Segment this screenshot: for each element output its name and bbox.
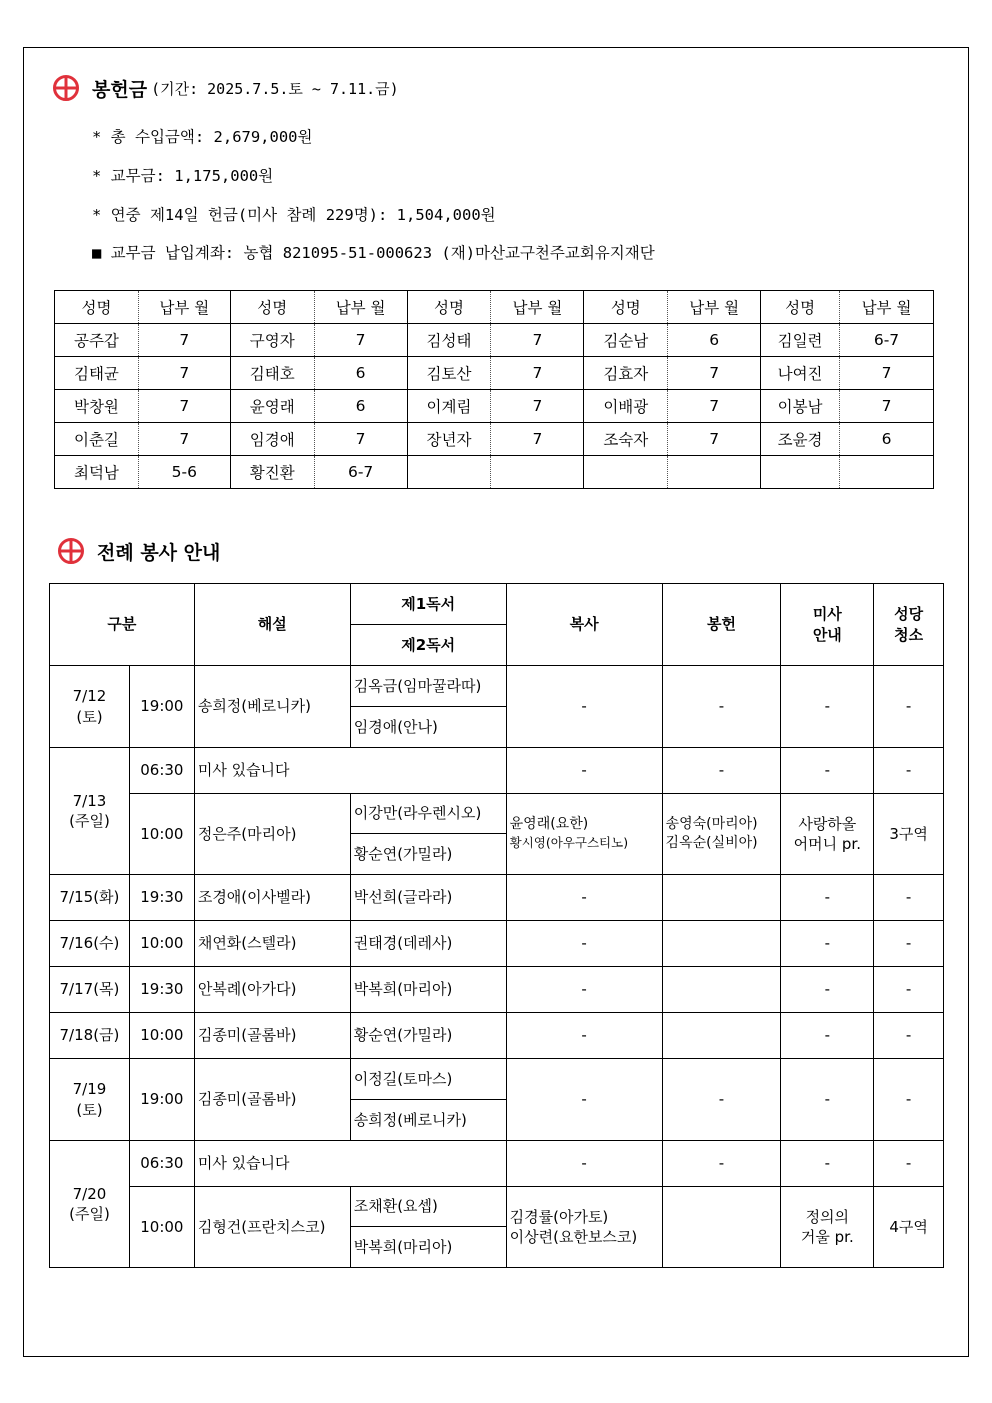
- offering-cell: -: [662, 748, 781, 794]
- time-cell: 19:30: [129, 875, 194, 921]
- member-name-cell: 임경애: [230, 423, 314, 456]
- date-cell: 7/16(수): [50, 921, 130, 967]
- reader2-cell: 송희정(베로니카): [350, 1100, 506, 1141]
- paid-month-cell: 7: [840, 390, 934, 423]
- cross-circle-icon: [52, 74, 80, 102]
- paid-month-cell: [491, 456, 584, 489]
- dues-table-body: [55, 291, 934, 489]
- schedule-row: [50, 1059, 944, 1100]
- paid-month-cell: 6-7: [314, 456, 407, 489]
- member-name-cell: [407, 456, 491, 489]
- cleaning-cell: -: [874, 967, 944, 1013]
- cleaning-cell: -: [874, 921, 944, 967]
- commentary-cell: 송희정(베로니카): [194, 666, 350, 748]
- usher-cell: -: [781, 1059, 874, 1141]
- time-cell: 06:30: [129, 748, 194, 794]
- schedule-row: [50, 1187, 944, 1227]
- schedule-row: [50, 1013, 944, 1059]
- date-cell: 7/15(화): [50, 875, 130, 921]
- cleaning-cell: -: [874, 748, 944, 794]
- liturgy-header-row: [50, 584, 944, 625]
- usher-cell: -: [781, 921, 874, 967]
- paid-month-cell: 7: [668, 423, 761, 456]
- offering-cell: -: [662, 1059, 781, 1141]
- offering-cell: [662, 1013, 781, 1059]
- date-cell: 7/18(금): [50, 1013, 130, 1059]
- time-cell: 10:00: [129, 794, 194, 875]
- offering-cell: 송영숙(마리아) 김옥순(실비아): [662, 794, 781, 875]
- reader2-cell: 임경애(안나): [350, 707, 506, 748]
- header-commentary: 해설: [194, 584, 350, 666]
- usher-cell: -: [781, 967, 874, 1013]
- member-name-cell: 김일련: [761, 324, 840, 357]
- date-cell: 7/12 (토): [50, 666, 130, 748]
- commentary-cell: 김종미(골롬바): [194, 1059, 350, 1141]
- commentary-cell: 안복례(아가다): [194, 967, 350, 1013]
- date-cell: 7/19 (토): [50, 1059, 130, 1141]
- dues-header-cell: 성명: [55, 291, 139, 324]
- time-cell: 10:00: [129, 1013, 194, 1059]
- member-name-cell: 조숙자: [584, 423, 668, 456]
- member-name-cell: 김효자: [584, 357, 668, 390]
- cleaning-cell: -: [874, 1013, 944, 1059]
- paid-month-cell: 7: [491, 423, 584, 456]
- offering-header: [52, 74, 399, 102]
- altar-cell: -: [506, 666, 662, 748]
- altar-cell: -: [506, 1141, 662, 1187]
- usher-cell: -: [781, 1013, 874, 1059]
- schedule-row: [50, 748, 944, 794]
- dues-header-cell: 납부 월: [491, 291, 584, 324]
- date-cell: 7/20 (주일): [50, 1141, 130, 1268]
- member-name-cell: 이계림: [407, 390, 491, 423]
- dues-header-cell: 성명: [407, 291, 491, 324]
- member-name-cell: 최덕남: [55, 456, 139, 489]
- offering-cell: -: [662, 1141, 781, 1187]
- paid-month-cell: 7: [668, 357, 761, 390]
- usher-cell: -: [781, 666, 874, 748]
- commentary-cell: 조경애(이사벨라): [194, 875, 350, 921]
- dues-header-cell: 납부 월: [668, 291, 761, 324]
- member-name-cell: 장년자: [407, 423, 491, 456]
- header-cleaning: 성당 청소: [874, 584, 944, 666]
- altar-cell: -: [506, 748, 662, 794]
- cross-circle-icon: [57, 537, 85, 565]
- cleaning-cell: -: [874, 875, 944, 921]
- commentary-cell: 김종미(골롬바): [194, 1013, 350, 1059]
- paid-month-cell: 7: [138, 357, 230, 390]
- altar-cell: 김경률(아가토) 이상련(요한보스코): [506, 1187, 662, 1268]
- offering-cell: [662, 1187, 781, 1268]
- paid-month-cell: 5-6: [138, 456, 230, 489]
- schedule-row: [50, 1141, 944, 1187]
- paid-month-cell: 7: [138, 390, 230, 423]
- cleaning-cell: -: [874, 666, 944, 748]
- paid-month-cell: [840, 456, 934, 489]
- header-altar: 복사: [506, 584, 662, 666]
- dues-header-row: [55, 291, 934, 324]
- usher-cell: 정의의 거울 pr.: [781, 1187, 874, 1268]
- paid-month-cell: [668, 456, 761, 489]
- dues-header-cell: 납부 월: [314, 291, 407, 324]
- member-name-cell: 구영자: [230, 324, 314, 357]
- time-cell: 10:00: [129, 921, 194, 967]
- cleaning-cell: 4구역: [874, 1187, 944, 1268]
- paid-month-cell: 7: [138, 324, 230, 357]
- altar-cell: -: [506, 1059, 662, 1141]
- reader1-cell: 이정길(토마스): [350, 1059, 506, 1100]
- reader2-cell: 박복희(마리아): [350, 1227, 506, 1268]
- schedule-row: [50, 875, 944, 921]
- offering-period: (기간: 2025.7.5.토 ~ 7.11.금): [151, 79, 399, 98]
- dues-header-cell: 납부 월: [840, 291, 934, 324]
- bank-account: ■ 교무금 납입계좌: 농협 821095-51-000623 (재)마산교구천주교회유지재단: [92, 244, 655, 262]
- usher-cell: -: [781, 875, 874, 921]
- offering-cell: [662, 875, 781, 921]
- member-name-cell: 황진환: [230, 456, 314, 489]
- dues-header-cell: 납부 월: [138, 291, 230, 324]
- member-name-cell: 이춘길: [55, 423, 139, 456]
- member-name-cell: 공주갑: [55, 324, 139, 357]
- commentary-cell: 정은주(마리아): [194, 794, 350, 875]
- header-category: 구분: [50, 584, 195, 666]
- header-usher: 미사 안내: [781, 584, 874, 666]
- member-name-cell: 김태호: [230, 357, 314, 390]
- usher-cell: -: [781, 748, 874, 794]
- dues-header-cell: 성명: [230, 291, 314, 324]
- time-cell: 19:00: [129, 666, 194, 748]
- sunday-offering: * 연중 제14일 헌금(미사 참례 229명): 1,504,000원: [92, 206, 496, 224]
- member-name-cell: [761, 456, 840, 489]
- altar-cell: -: [506, 1013, 662, 1059]
- member-name-cell: 김성태: [407, 324, 491, 357]
- member-name-cell: 김토산: [407, 357, 491, 390]
- time-cell: 06:30: [129, 1141, 194, 1187]
- member-name-cell: 이봉남: [761, 390, 840, 423]
- member-name-cell: 김태균: [55, 357, 139, 390]
- liturgy-title: 전례 봉사 안내: [97, 541, 221, 564]
- dues-header-cell: 성명: [584, 291, 668, 324]
- reader-cell: 박복희(마리아): [350, 967, 506, 1013]
- header-reader2: 제2독서: [350, 625, 506, 666]
- commentary-cell: 채연화(스텔라): [194, 921, 350, 967]
- schedule-row: [50, 967, 944, 1013]
- offering-cell: [662, 967, 781, 1013]
- commentary-cell: 김형건(프란치스코): [194, 1187, 350, 1268]
- mass-note-cell: 미사 있습니다: [194, 748, 506, 794]
- usher-cell: 사랑하올 어머니 pr.: [781, 794, 874, 875]
- paid-month-cell: 7: [314, 423, 407, 456]
- member-name-cell: 김순남: [584, 324, 668, 357]
- paid-month-cell: 6: [314, 390, 407, 423]
- paid-month-cell: 7: [491, 390, 584, 423]
- member-name-cell: [584, 456, 668, 489]
- header-reader1: 제1독서: [350, 584, 506, 625]
- offering-title: 봉헌금: [92, 78, 148, 101]
- date-cell: 7/17(목): [50, 967, 130, 1013]
- reader2-cell: 황순연(가밀라): [350, 834, 506, 875]
- liturgy-table: [49, 583, 944, 1268]
- member-name-cell: 윤영래: [230, 390, 314, 423]
- paid-month-cell: 6: [840, 423, 934, 456]
- time-cell: 19:00: [129, 1059, 194, 1141]
- paid-month-cell: 7: [668, 390, 761, 423]
- offering-cell: -: [662, 666, 781, 748]
- paid-month-cell: 6: [668, 324, 761, 357]
- dues-row: [55, 423, 934, 456]
- dues-row: [55, 390, 934, 423]
- paid-month-cell: 7: [491, 357, 584, 390]
- member-name-cell: 박창원: [55, 390, 139, 423]
- paid-month-cell: 6: [314, 357, 407, 390]
- reader-cell: 박선희(글라라): [350, 875, 506, 921]
- dues-amount: * 교무금: 1,175,000원: [92, 167, 274, 185]
- cleaning-cell: -: [874, 1059, 944, 1141]
- reader1-cell: 조채환(요셉): [350, 1187, 506, 1227]
- cleaning-cell: -: [874, 1141, 944, 1187]
- member-name-cell: 이배광: [584, 390, 668, 423]
- altar-cell: -: [506, 921, 662, 967]
- usher-cell: -: [781, 1141, 874, 1187]
- paid-month-cell: 7: [138, 423, 230, 456]
- offering-cell: [662, 921, 781, 967]
- header-offering: 봉헌: [662, 584, 781, 666]
- dues-row: [55, 324, 934, 357]
- dues-table: [54, 290, 934, 489]
- liturgy-header: [57, 537, 220, 565]
- date-cell: 7/13 (주일): [50, 748, 130, 875]
- paid-month-cell: 7: [314, 324, 407, 357]
- member-name-cell: 나여진: [761, 357, 840, 390]
- schedule-row: [50, 921, 944, 967]
- paid-month-cell: 7: [840, 357, 934, 390]
- schedule-row: [50, 794, 944, 834]
- reader1-cell: 김옥금(임마꿀라따): [350, 666, 506, 707]
- mass-note-cell: 미사 있습니다: [194, 1141, 506, 1187]
- time-cell: 10:00: [129, 1187, 194, 1268]
- reader1-cell: 이강만(라우렌시오): [350, 794, 506, 834]
- schedule-row: [50, 666, 944, 707]
- cleaning-cell: 3구역: [874, 794, 944, 875]
- time-cell: 19:30: [129, 967, 194, 1013]
- dues-row: [55, 456, 934, 489]
- altar-cell: 윤영래(요한) 황시영(아우구스티노): [506, 794, 662, 875]
- paid-month-cell: 7: [491, 324, 584, 357]
- altar-cell: -: [506, 875, 662, 921]
- reader-cell: 황순연(가밀라): [350, 1013, 506, 1059]
- dues-header-cell: 성명: [761, 291, 840, 324]
- total-income: * 총 수입금액: 2,679,000원: [92, 128, 313, 146]
- altar-cell: -: [506, 967, 662, 1013]
- member-name-cell: 조윤경: [761, 423, 840, 456]
- paid-month-cell: 6-7: [840, 324, 934, 357]
- reader-cell: 권태경(데레사): [350, 921, 506, 967]
- dues-row: [55, 357, 934, 390]
